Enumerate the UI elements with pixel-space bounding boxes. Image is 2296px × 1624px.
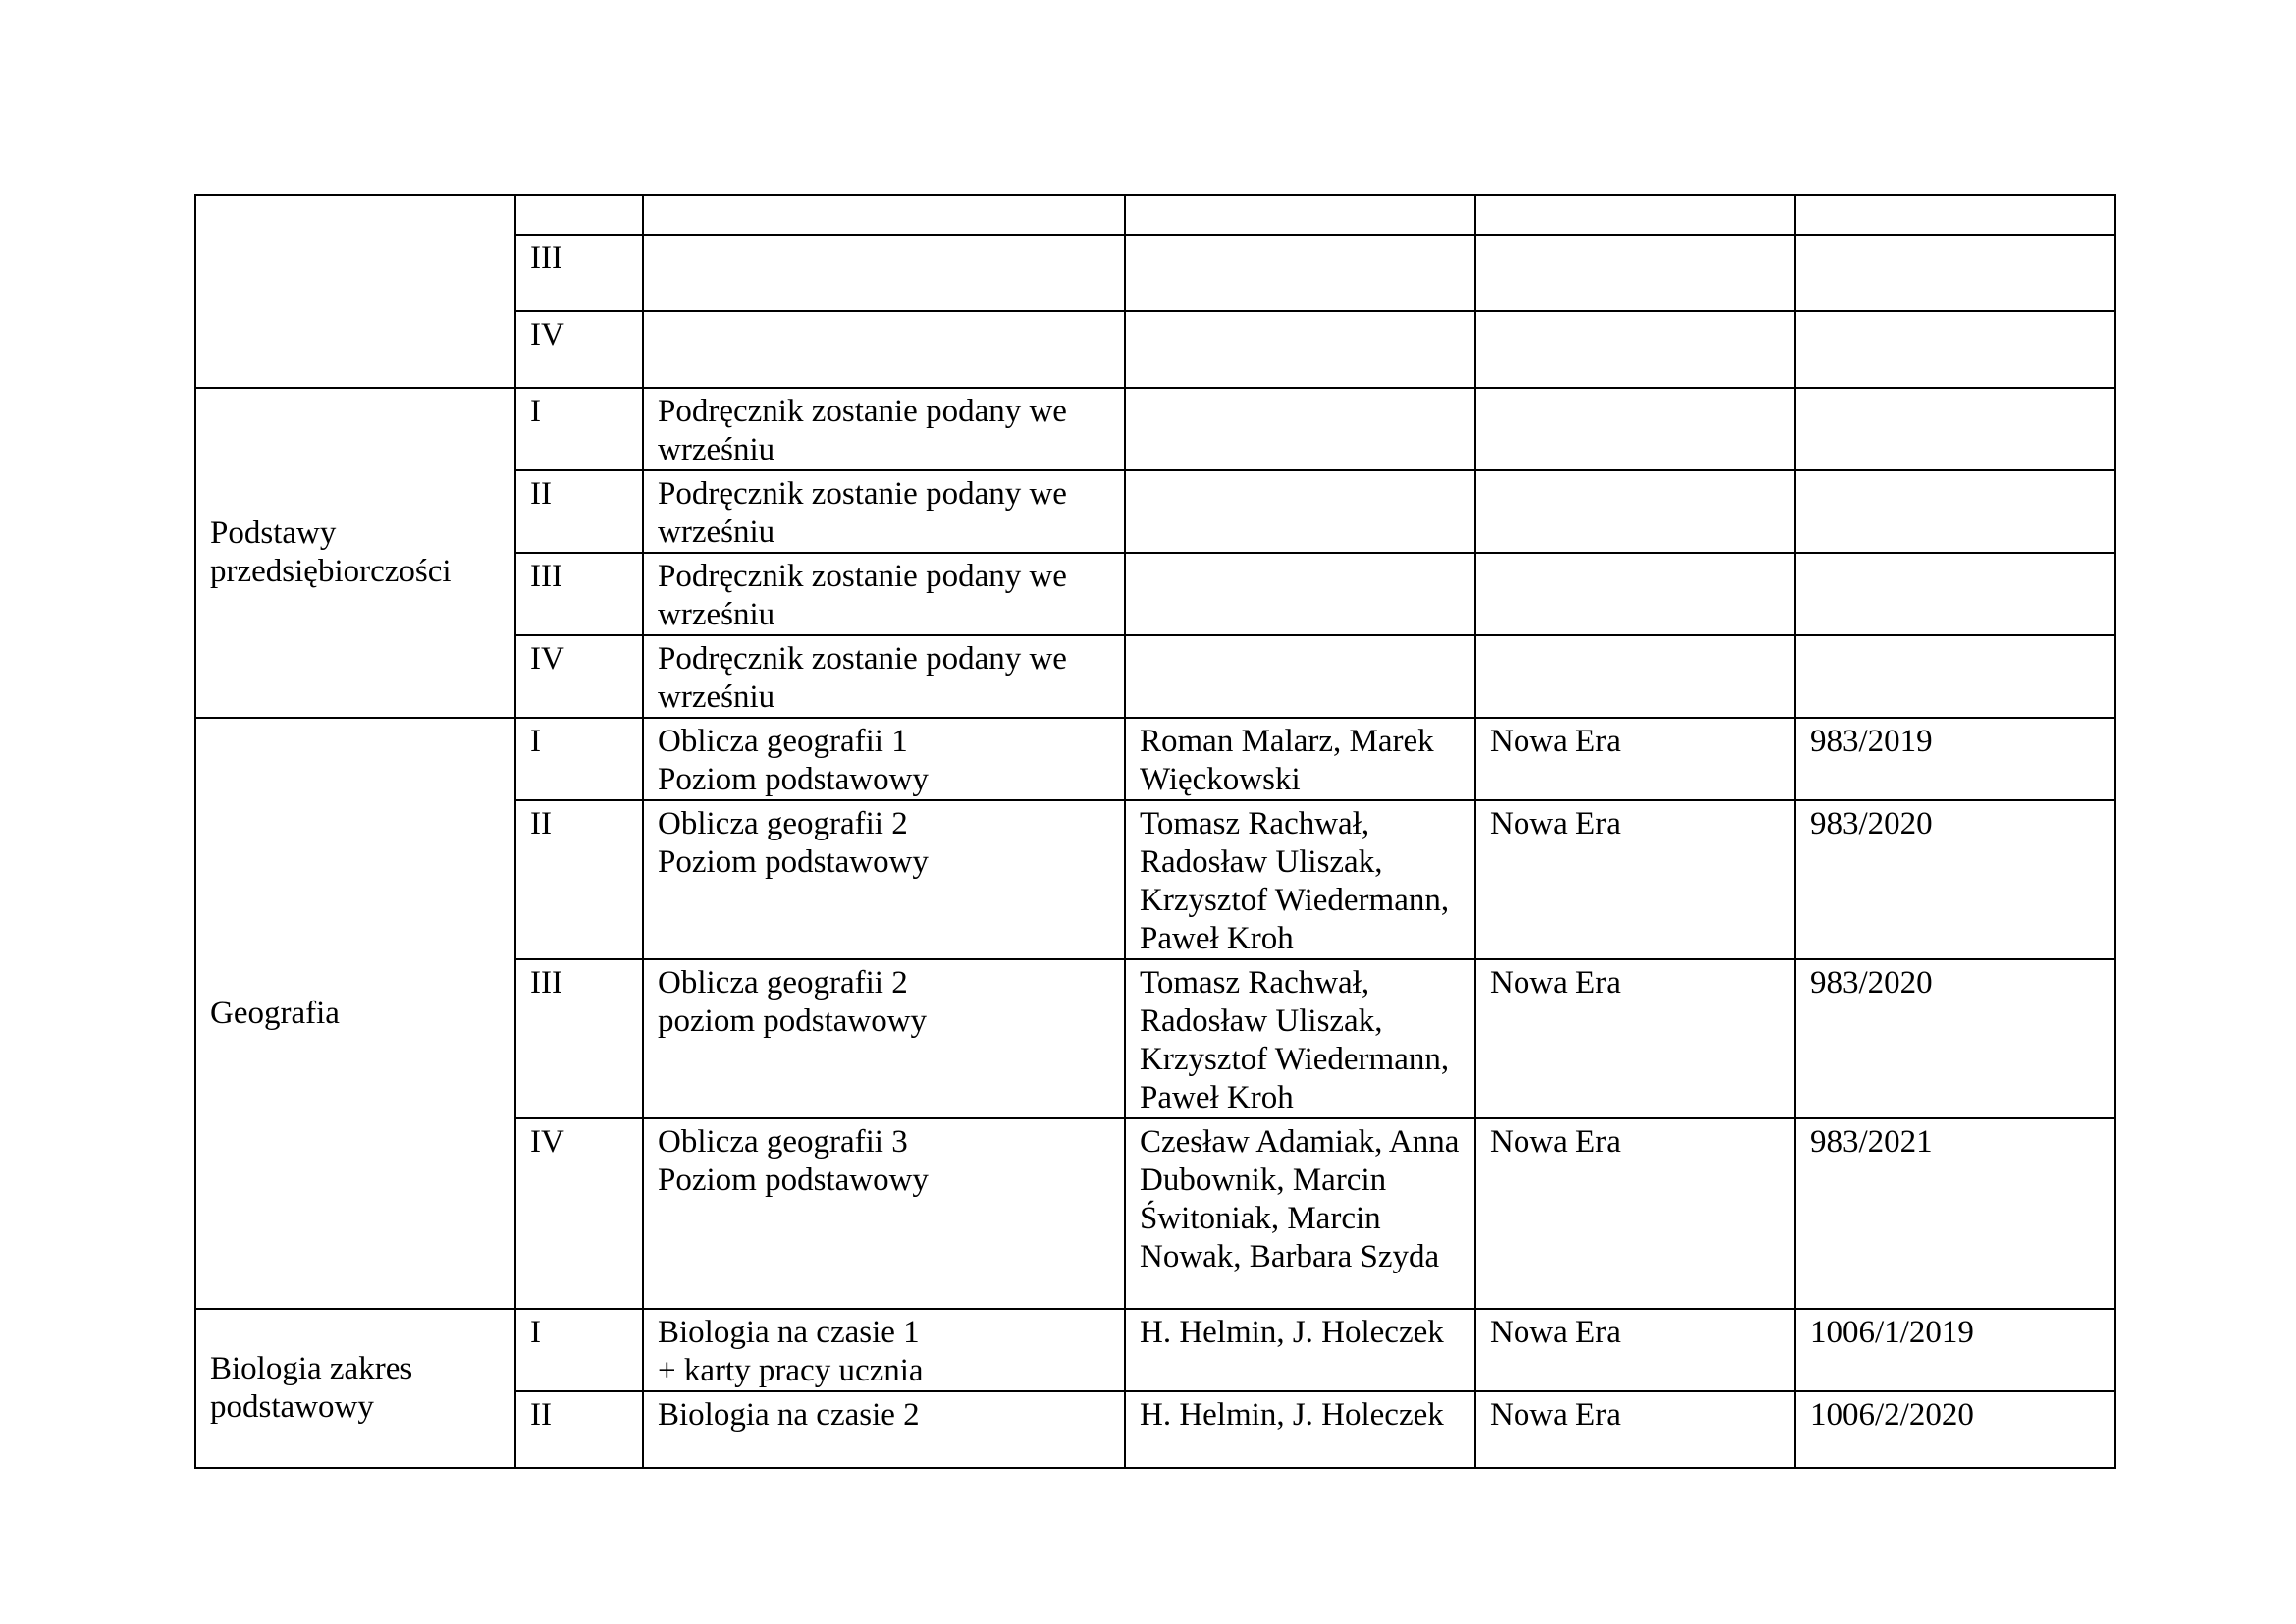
title-cell [643,235,1125,311]
authors-cell: Czesław Adamiak, Anna Dubownik, Marcin Świtoniak, Marcin Nowak, Barbara Szyda [1125,1118,1475,1309]
title-cell: Biologia na czasie 1 + karty pracy ucznia [643,1309,1125,1391]
table-row [195,718,2115,800]
publisher-cell [1475,195,1795,235]
authors-cell: Tomasz Rachwał, Radosław Uliszak, Krzysztof Wiedermann, Paweł Kroh [1125,959,1475,1118]
authors-cell [1125,635,1475,718]
textbook-table [194,194,2116,1469]
class-cell: IV [515,635,643,718]
approval-number-cell: 983/2020 [1795,800,2115,959]
class-cell: I [515,1309,643,1391]
table-row [195,1309,2115,1391]
approval-number-cell: 983/2021 [1795,1118,2115,1309]
authors-cell [1125,311,1475,388]
title-cell [643,311,1125,388]
publisher-cell [1475,553,1795,635]
title-cell: Podręcznik zostanie podany we wrześniu [643,635,1125,718]
title-cell: Podręcznik zostanie podany we wrześniu [643,388,1125,470]
subject-cell: Geografia [195,718,515,1309]
publisher-cell: Nowa Era [1475,1309,1795,1391]
approval-number-cell [1795,388,2115,470]
subject-cell: Podstawy przedsiębiorczości [195,388,515,718]
publisher-cell: Nowa Era [1475,959,1795,1118]
approval-number-cell [1795,195,2115,235]
table-row [195,388,2115,470]
title-cell: Oblicza geografii 1 Poziom podstawowy [643,718,1125,800]
subject-cell [195,195,515,388]
approval-number-cell [1795,311,2115,388]
approval-number-cell [1795,235,2115,311]
title-cell [643,195,1125,235]
class-cell: III [515,553,643,635]
class-cell: IV [515,311,643,388]
approval-number-cell [1795,553,2115,635]
approval-number-cell: 1006/2/2020 [1795,1391,2115,1468]
class-cell: III [515,959,643,1118]
approval-number-cell: 983/2020 [1795,959,2115,1118]
approval-number-cell [1795,470,2115,553]
publisher-cell [1475,388,1795,470]
class-cell: I [515,388,643,470]
publisher-cell: Nowa Era [1475,800,1795,959]
authors-cell [1125,470,1475,553]
authors-cell: Roman Malarz, Marek Więckowski [1125,718,1475,800]
approval-number-cell: 983/2019 [1795,718,2115,800]
authors-cell [1125,553,1475,635]
title-cell: Oblicza geografii 3 Poziom podstawowy [643,1118,1125,1309]
authors-cell [1125,235,1475,311]
title-cell: Biologia na czasie 2 [643,1391,1125,1468]
publisher-cell [1475,470,1795,553]
title-cell: Oblicza geografii 2 Poziom podstawowy [643,800,1125,959]
authors-cell: Tomasz Rachwał, Radosław Uliszak, Krzysztof Wiedermann, Paweł Kroh [1125,800,1475,959]
authors-cell: H. Helmin, J. Holeczek [1125,1391,1475,1468]
publisher-cell [1475,235,1795,311]
publisher-cell: Nowa Era [1475,1391,1795,1468]
publisher-cell [1475,311,1795,388]
class-cell: II [515,470,643,553]
title-cell: Podręcznik zostanie podany we wrześniu [643,470,1125,553]
table-row [195,195,2115,235]
authors-cell [1125,388,1475,470]
class-cell: I [515,718,643,800]
subject-cell: Biologia zakres podstawowy [195,1309,515,1468]
class-cell [515,195,643,235]
authors-cell [1125,195,1475,235]
publisher-cell [1475,635,1795,718]
class-cell: IV [515,1118,643,1309]
publisher-cell: Nowa Era [1475,1118,1795,1309]
approval-number-cell: 1006/1/2019 [1795,1309,2115,1391]
class-cell: II [515,800,643,959]
class-cell: III [515,235,643,311]
authors-cell: H. Helmin, J. Holeczek [1125,1309,1475,1391]
class-cell: II [515,1391,643,1468]
title-cell: Oblicza geografii 2 poziom podstawowy [643,959,1125,1118]
title-cell: Podręcznik zostanie podany we wrześniu [643,553,1125,635]
approval-number-cell [1795,635,2115,718]
publisher-cell: Nowa Era [1475,718,1795,800]
